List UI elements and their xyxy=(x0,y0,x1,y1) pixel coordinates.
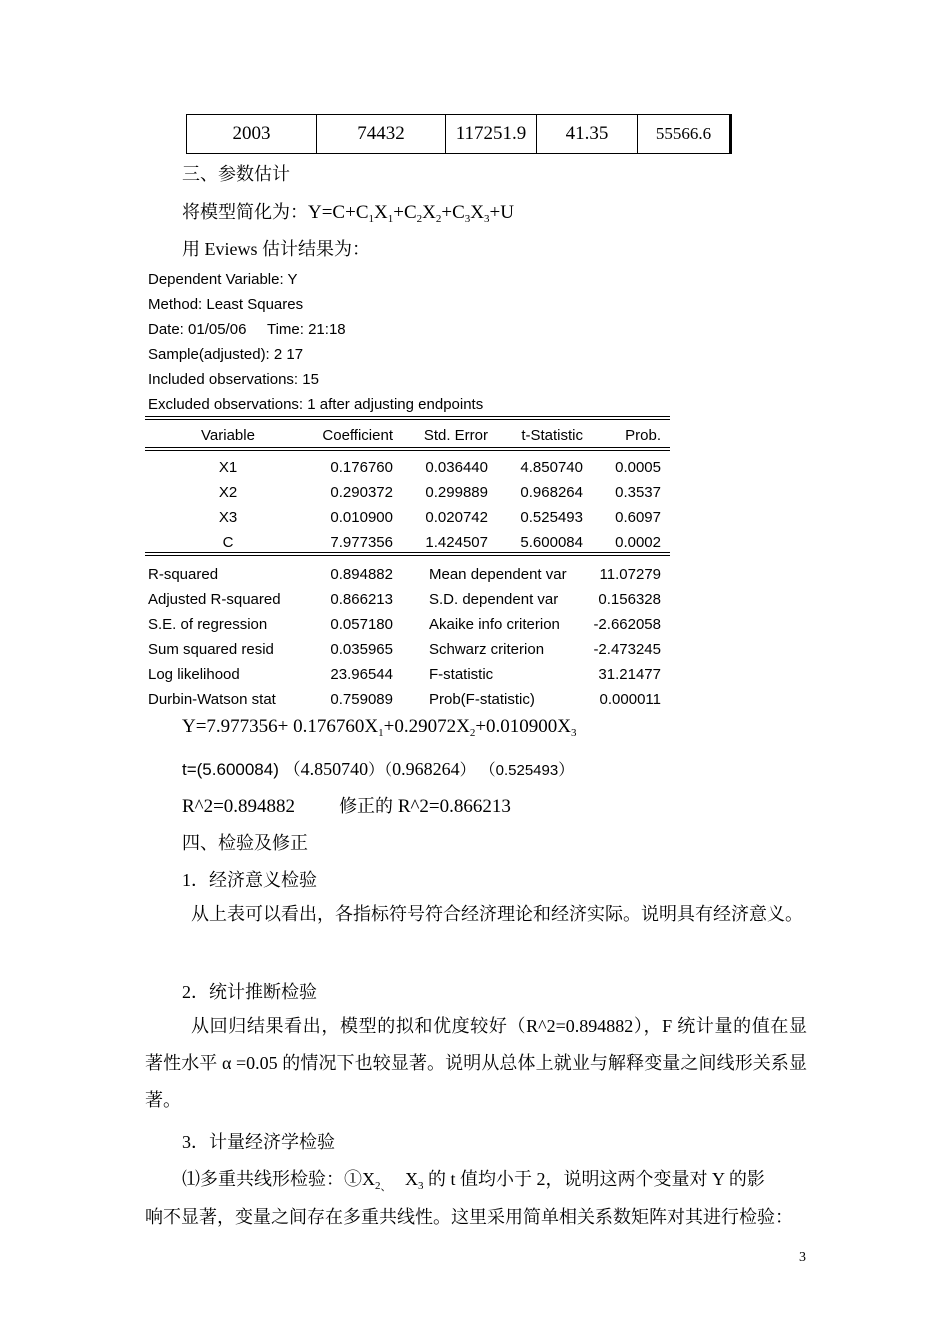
row-prob: 0.3537 xyxy=(615,484,661,501)
row-prob: 0.6097 xyxy=(615,509,661,526)
model-line xyxy=(182,198,514,224)
row-std-error: 0.299889 xyxy=(425,484,488,501)
table-cell: 41.35 xyxy=(537,115,638,154)
stat-value: 0.866213 xyxy=(330,591,393,608)
paragraph-line: 响不显著，变量之间存在多重共线性。这里采用简单相关系数矩阵对其进行检验： xyxy=(145,1207,793,1227)
section-heading-4: 四、检验及修正 xyxy=(182,833,308,853)
column-header: t-Statistic xyxy=(521,427,583,444)
column-header: Variable xyxy=(201,427,255,444)
stat-value: 0.000011 xyxy=(599,691,661,708)
row-coefficient: 0.176760 xyxy=(330,459,393,476)
row-variable: C xyxy=(222,534,234,551)
row-coefficient: 0.290372 xyxy=(330,484,393,501)
stat-value: 0.894882 xyxy=(330,566,393,583)
t-value: 4.850740 xyxy=(300,759,369,779)
eviews-header-line: Dependent Variable: Y xyxy=(148,271,298,288)
row-variable: X2 xyxy=(218,484,238,501)
stat-value: 0.057180 xyxy=(330,616,393,633)
stat-label: Prob(F-statistic) xyxy=(429,691,535,708)
table-rule xyxy=(145,416,670,417)
eviews-header-line: Date: 01/05/06 Time: 21:18 xyxy=(148,321,346,338)
row-t-statistic: 4.850740 xyxy=(520,459,583,476)
table-rule xyxy=(145,450,670,451)
subsection-heading: 3．计量经济学检验 xyxy=(182,1132,335,1152)
stat-value: 0.759089 xyxy=(330,691,393,708)
row-std-error: 1.424507 xyxy=(425,534,488,551)
adjusted-label: 修正的 xyxy=(339,796,394,816)
r-squared: R^2=0.894882 xyxy=(182,796,296,817)
eviews-header-line: Sample(adjusted): 2 17 xyxy=(148,346,304,363)
r-squared-line xyxy=(182,792,511,818)
stat-label: S.D. dependent var xyxy=(429,591,559,608)
paragraph-prefix: ⑴多重共线形检验：①X xyxy=(182,1169,375,1189)
stat-value: 0.156328 xyxy=(598,591,661,608)
subsection-heading: 1．经济意义检验 xyxy=(182,870,317,890)
page-number: 3 xyxy=(799,1250,806,1265)
stat-label: R-squared xyxy=(148,566,219,583)
row-std-error: 0.036440 xyxy=(425,459,488,476)
t-value: 0.968264 xyxy=(392,759,460,779)
row-coefficient: 7.977356 xyxy=(330,534,393,551)
subsection-heading: 2．统计推断检验 xyxy=(182,982,317,1002)
row-prob: 0.0005 xyxy=(615,459,661,476)
table-rule xyxy=(145,552,670,553)
stat-label: Mean dependent var xyxy=(429,566,567,583)
column-header: Prob. xyxy=(625,427,661,444)
column-header: Coefficient xyxy=(322,427,393,444)
table-cell: 55566.6 xyxy=(638,115,731,154)
row-prob: 0.0002 xyxy=(615,534,661,551)
row-t-statistic: 0.525493 xyxy=(520,509,583,526)
row-std-error: 0.020742 xyxy=(425,509,488,526)
stat-label: Schwarz criterion xyxy=(429,641,545,658)
table-rule xyxy=(145,447,670,448)
paragraph: 从回归结果看出，模型的拟和优度较好（R^2=0.894882），F 统计量的值在显著性水平 α =0.05 的情况下也较显著。说明从总体上就业与解释变量之间线形关系显著。 xyxy=(145,1016,807,1110)
eviews-header-line: Included observations: 15 xyxy=(148,371,319,388)
eviews-header-line: Method: Least Squares xyxy=(148,296,304,313)
row-t-statistic: 5.600084 xyxy=(520,534,583,551)
t-values-prefix: t=(5.600084) （ xyxy=(182,760,301,779)
stat-label: S.E. of regression xyxy=(148,616,268,633)
paragraph: 从上表可以看出，各指标符号符合经济理论和经济实际。说明具有经济意义。 xyxy=(191,904,803,924)
data-table-fragment xyxy=(186,114,732,154)
t-values-line: t=(5.600084) （4.850740）（0.968264） （0.525493） xyxy=(182,759,575,779)
column-header: Std. Error xyxy=(423,427,488,444)
table-cell-year: 2003 xyxy=(187,115,317,154)
eviews-header-line: Excluded observations: 1 after adjusting endpoints xyxy=(148,396,484,413)
table-rule xyxy=(145,419,670,420)
table-cell: 74432 xyxy=(317,115,446,154)
adjusted-r-squared: R^2=0.866213 xyxy=(397,796,511,817)
model-equation: $Y=C+C_1X_1+C_2X_2+C_3X_3+U$ xyxy=(308,202,514,225)
table-row xyxy=(187,115,731,154)
stat-label: Durbin-Watson stat xyxy=(148,691,276,708)
stat-value: 11.07279 xyxy=(599,566,661,583)
stat-label: Adjusted R-squared xyxy=(148,591,281,608)
table-rule xyxy=(145,555,670,556)
paragraph-line: ⑴多重共线形检验：$①X_{2、}$ $X_3$ 的 t 值均小于 2，说明这两个变量对 Y 的影 xyxy=(182,1169,765,1193)
stat-value: 0.035965 xyxy=(330,641,393,658)
row-t-statistic: 0.968264 xyxy=(520,484,583,501)
section-heading-3: 三、参数估计 xyxy=(182,164,290,184)
paragraph-text: 的 t 值均小于 2，说明这两个变量对 Y 的影 xyxy=(428,1169,765,1189)
stat-value: -2.473245 xyxy=(593,641,661,658)
row-variable: X1 xyxy=(218,459,238,476)
eviews-intro: 用 Eviews 估计结果为： xyxy=(182,239,370,259)
model-prefix: 将模型简化为： xyxy=(182,202,308,222)
stat-label: F-statistic xyxy=(429,666,494,683)
t-value: 0.525493 xyxy=(495,762,559,779)
stat-value: 31.21477 xyxy=(598,666,661,683)
stat-value: 23.96544 xyxy=(330,666,393,683)
regression-equation: $Y=7.977356+ 0.176760X_1+0.29072X_2+0.010900X_3$ xyxy=(182,716,577,739)
row-variable: X3 xyxy=(218,509,238,526)
stat-label: Sum squared resid xyxy=(148,641,274,658)
stat-label: Akaike info criterion xyxy=(429,616,560,633)
row-coefficient: 0.010900 xyxy=(330,509,393,526)
table-cell: 117251.9 xyxy=(446,115,537,154)
stat-label: Log likelihood xyxy=(148,666,240,683)
stat-value: -2.662058 xyxy=(593,616,661,633)
